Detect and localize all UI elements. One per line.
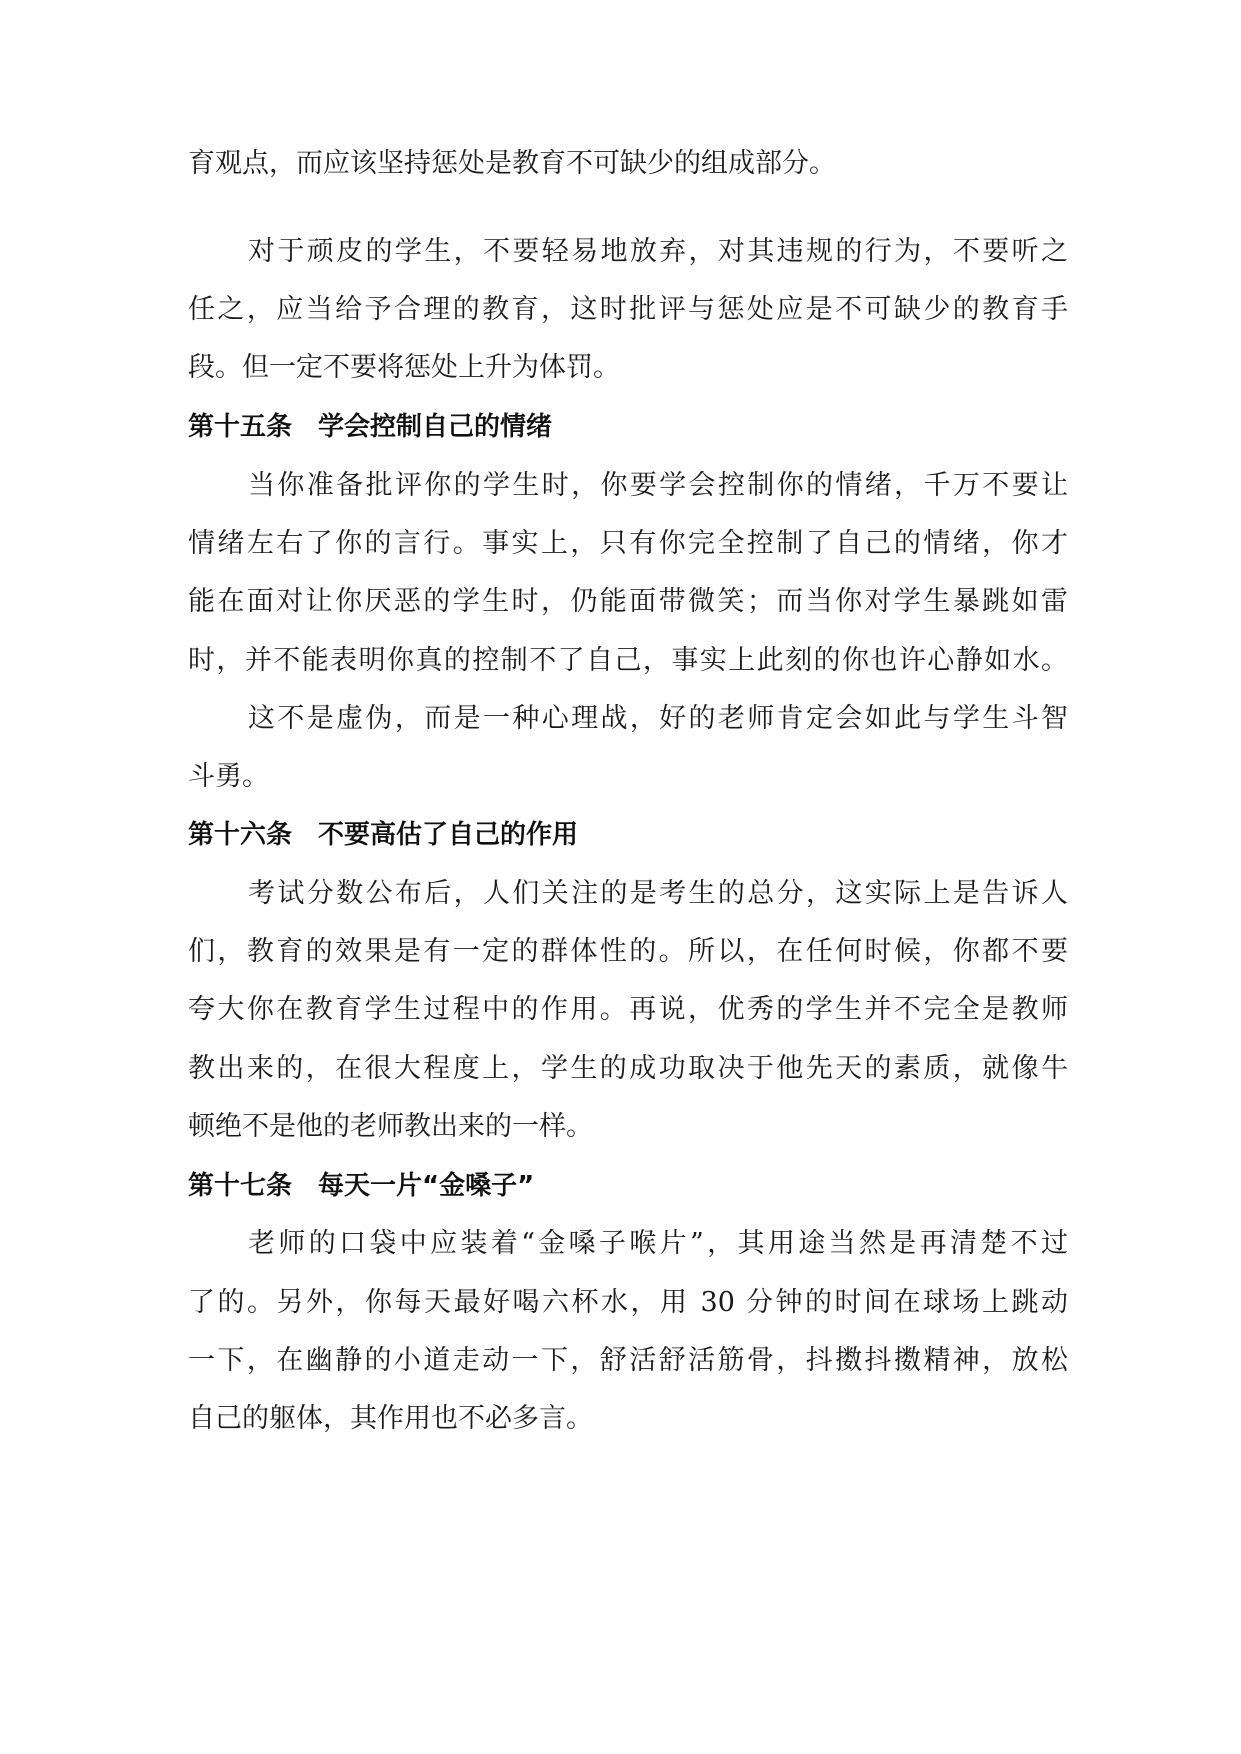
paragraph-line: 任之，应当给予合理的教育，这时批评与惩处应是不可缺少的教育手 xyxy=(188,294,1068,325)
paragraph-line: 育观点，而应该坚持惩处是教育不可缺少的组成部分。 xyxy=(188,148,836,179)
paragraph-line: 老师的口袋中应装着“金嗓子喉片”，其用途当然是再清楚不过 xyxy=(248,1228,1068,1259)
paragraph-line: 当你准备批评你的学生时，你要学会控制你的情绪，千万不要让 xyxy=(248,470,1068,501)
paragraph-line: 一下，在幽静的小道走动一下，舒活舒活筋骨，抖擞抖擞精神，放松 xyxy=(188,1345,1068,1376)
section-heading-17: 第十七条 每天一片“金嗓子” xyxy=(188,1171,535,1201)
paragraph-line: 了的。另外，你每天最好喝六杯水，用 30 分钟的时间在球场上跳动 xyxy=(188,1287,1068,1318)
paragraph-line: 时，并不能表明你真的控制不了自己，事实上此刻的你也许心静如水。 xyxy=(188,645,1068,676)
paragraph-line: 能在面对让你厌恶的学生时，仍能面带微笑；而当你对学生暴跳如雷 xyxy=(188,586,1068,617)
paragraph-line: 情绪左右了你的言行。事实上，只有你完全控制了自己的情绪，你才 xyxy=(188,528,1068,559)
paragraph-line: 自己的躯体，其作用也不必多言。 xyxy=(188,1403,593,1434)
paragraph-line: 顿绝不是他的老师教出来的一样。 xyxy=(188,1111,593,1142)
paragraph-line: 对于顽皮的学生，不要轻易地放弃，对其违规的行为，不要听之 xyxy=(248,236,1068,267)
paragraph-line: 斗勇。 xyxy=(188,761,269,792)
paragraph-line: 这不是虚伪，而是一种心理战，好的老师肯定会如此与学生斗智 xyxy=(248,703,1068,734)
paragraph-line: 教出来的，在很大程度上，学生的成功取决于他先天的素质，就像牛 xyxy=(188,1053,1068,1084)
paragraph-line: 考试分数公布后，人们关注的是考生的总分，这实际上是告诉人 xyxy=(248,878,1068,909)
paragraph-line: 夸大你在教育学生过程中的作用。再说，优秀的学生并不完全是教师 xyxy=(188,994,1068,1025)
section-heading-16: 第十六条 不要高估了自己的作用 xyxy=(188,820,579,850)
paragraph-line: 们，教育的效果是有一定的群体性的。所以，在任何时候，你都不要 xyxy=(188,936,1068,967)
section-heading-15: 第十五条 学会控制自己的情绪 xyxy=(188,412,553,442)
paragraph-line: 段。但一定不要将惩处上升为体罚。 xyxy=(188,352,620,383)
